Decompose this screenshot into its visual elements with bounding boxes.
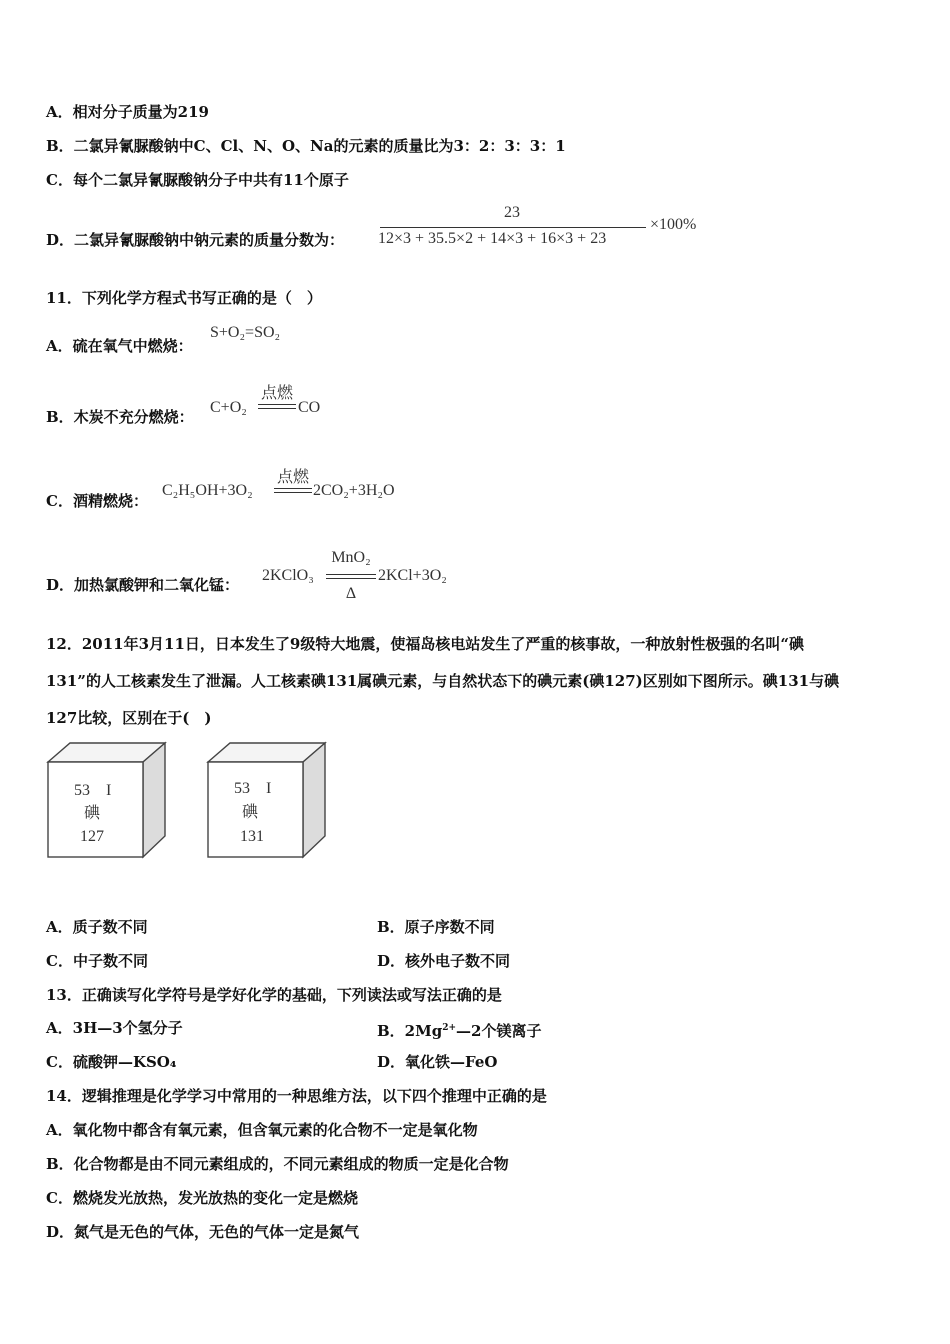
iodine-131-cube <box>208 743 325 857</box>
q11-option-b-reactants: C+O₂ <box>210 399 247 416</box>
q13-stem: 13．正确读写化学符号是学好化学的基础，下列读法或写法正确的是 <box>46 986 502 1004</box>
q10-option-d-label: D．二氯异氰脲酸钠中钠元素的质量分数为： <box>46 231 345 249</box>
q13-option-b-prefix: B．2Mg <box>377 1022 443 1040</box>
q11-option-c-condition: 点燃 <box>276 469 309 486</box>
q12-option-a: A．质子数不同 <box>46 918 148 936</box>
q12-stem-line-3: 127比较，区别在于( ) <box>46 709 212 727</box>
element-name: 碘 <box>84 803 101 822</box>
fraction-numerator: 23 <box>504 204 520 221</box>
q13-option-c: C．硫酸钾—KSO₄ <box>46 1053 177 1071</box>
q14-option-d: D．氮气是无色的气体，无色的气体一定是氮气 <box>46 1223 360 1241</box>
q11-option-b-condition: 点燃 <box>260 385 293 402</box>
atomic-number: 53 <box>234 780 250 797</box>
q11-option-b-products: CO <box>298 399 321 416</box>
element-symbol: I <box>266 780 272 797</box>
fraction-denominator: 12×3 + 35.5×2 + 14×3 + 16×3 + 23 <box>378 230 607 247</box>
q11-option-d-heat-symbol: Δ <box>345 585 357 602</box>
q11-option-d-label: D．加热氯酸钾和二氧化锰： <box>46 576 240 594</box>
q11-option-b-equals-sign <box>258 404 296 409</box>
q13-option-b <box>377 1018 541 1041</box>
iodine-element-cubes <box>44 740 334 864</box>
q12-option-b: B．原子序数不同 <box>377 918 495 936</box>
element-name: 碘 <box>242 802 259 821</box>
iodine-127-cube <box>48 743 165 857</box>
fraction-bar <box>380 227 646 228</box>
q12-stem-line-1: 12．2011年3月11日，日本发生了9级特大地震，使福岛核电站发生了严重的核事故，一种放射性极强的名叫“碘 <box>46 635 805 653</box>
fraction-percent: ×100% <box>650 216 697 233</box>
q14-option-b: B．化合物都是由不同元素组成的，不同元素组成的物质一定是化合物 <box>46 1155 509 1173</box>
mass-number: 131 <box>240 828 264 845</box>
q13-option-d: D．氧化铁—FeO <box>377 1053 498 1071</box>
q14-option-c: C．燃烧发光放热，发光放热的变化一定是燃烧 <box>46 1189 358 1207</box>
q13-option-b-charge: 2+ <box>442 1023 457 1033</box>
q11-option-d-products: 2KCl+3O₂ <box>378 567 447 584</box>
q10-option-c: C．每个二氯异氰脲酸钠分子中共有11个原子 <box>46 171 349 189</box>
q11-option-c-label: C．酒精燃烧： <box>46 492 148 510</box>
q11-option-c-equals-sign <box>274 488 312 493</box>
q10-option-b: B．二氯异氰脲酸钠中C、Cl、N、O、Na的元素的质量比为3：2：3：3：1 <box>46 137 566 155</box>
cube-side-face <box>303 743 325 857</box>
q14-stem: 14．逻辑推理是化学学习中常用的一种思维方法，以下四个推理中正确的是 <box>46 1087 547 1105</box>
q13-option-a: A．3H—3个氢分子 <box>46 1019 183 1037</box>
q10-mass-fraction-formula <box>378 204 718 254</box>
q11-stem: 11．下列化学方程式书写正确的是（ ） <box>46 289 322 307</box>
q14-option-a: A．氧化物中都含有氧元素，但含氧元素的化合物不一定是氧化物 <box>46 1121 478 1139</box>
q11-option-b-label: B．木炭不充分燃烧： <box>46 408 194 426</box>
q11-option-a-equation: S+O₂=SO₂ <box>210 324 281 341</box>
q11-option-c-reactants: C₂H₅OH+3O₂ <box>162 482 253 499</box>
q12-stem-line-2: 131”的人工核素发生了泄漏。人工核素碘131属碘元素，与自然状态下的碘元素(碘127)区别如下图所示。碘131与碘 <box>46 672 840 690</box>
q10-option-a: A．相对分子质量为219 <box>46 103 209 121</box>
cube-side-face <box>143 743 165 857</box>
q11-option-c-products: 2CO₂+3H₂O <box>313 482 395 499</box>
element-symbol: I <box>106 782 112 799</box>
q13-option-b-suffix: —2个镁离子 <box>456 1022 542 1040</box>
mass-number: 127 <box>80 828 104 845</box>
q11-option-d-reactants: 2KClO₃ <box>262 567 314 584</box>
q11-option-d-equals-sign <box>326 574 376 579</box>
q11-option-d-catalyst: MnO₂ <box>331 549 371 566</box>
q12-option-d: D．核外电子数不同 <box>377 952 511 970</box>
q12-option-c: C．中子数不同 <box>46 952 148 970</box>
q11-option-a-label: A．硫在氧气中燃烧： <box>46 337 193 355</box>
atomic-number: 53 <box>74 782 90 799</box>
